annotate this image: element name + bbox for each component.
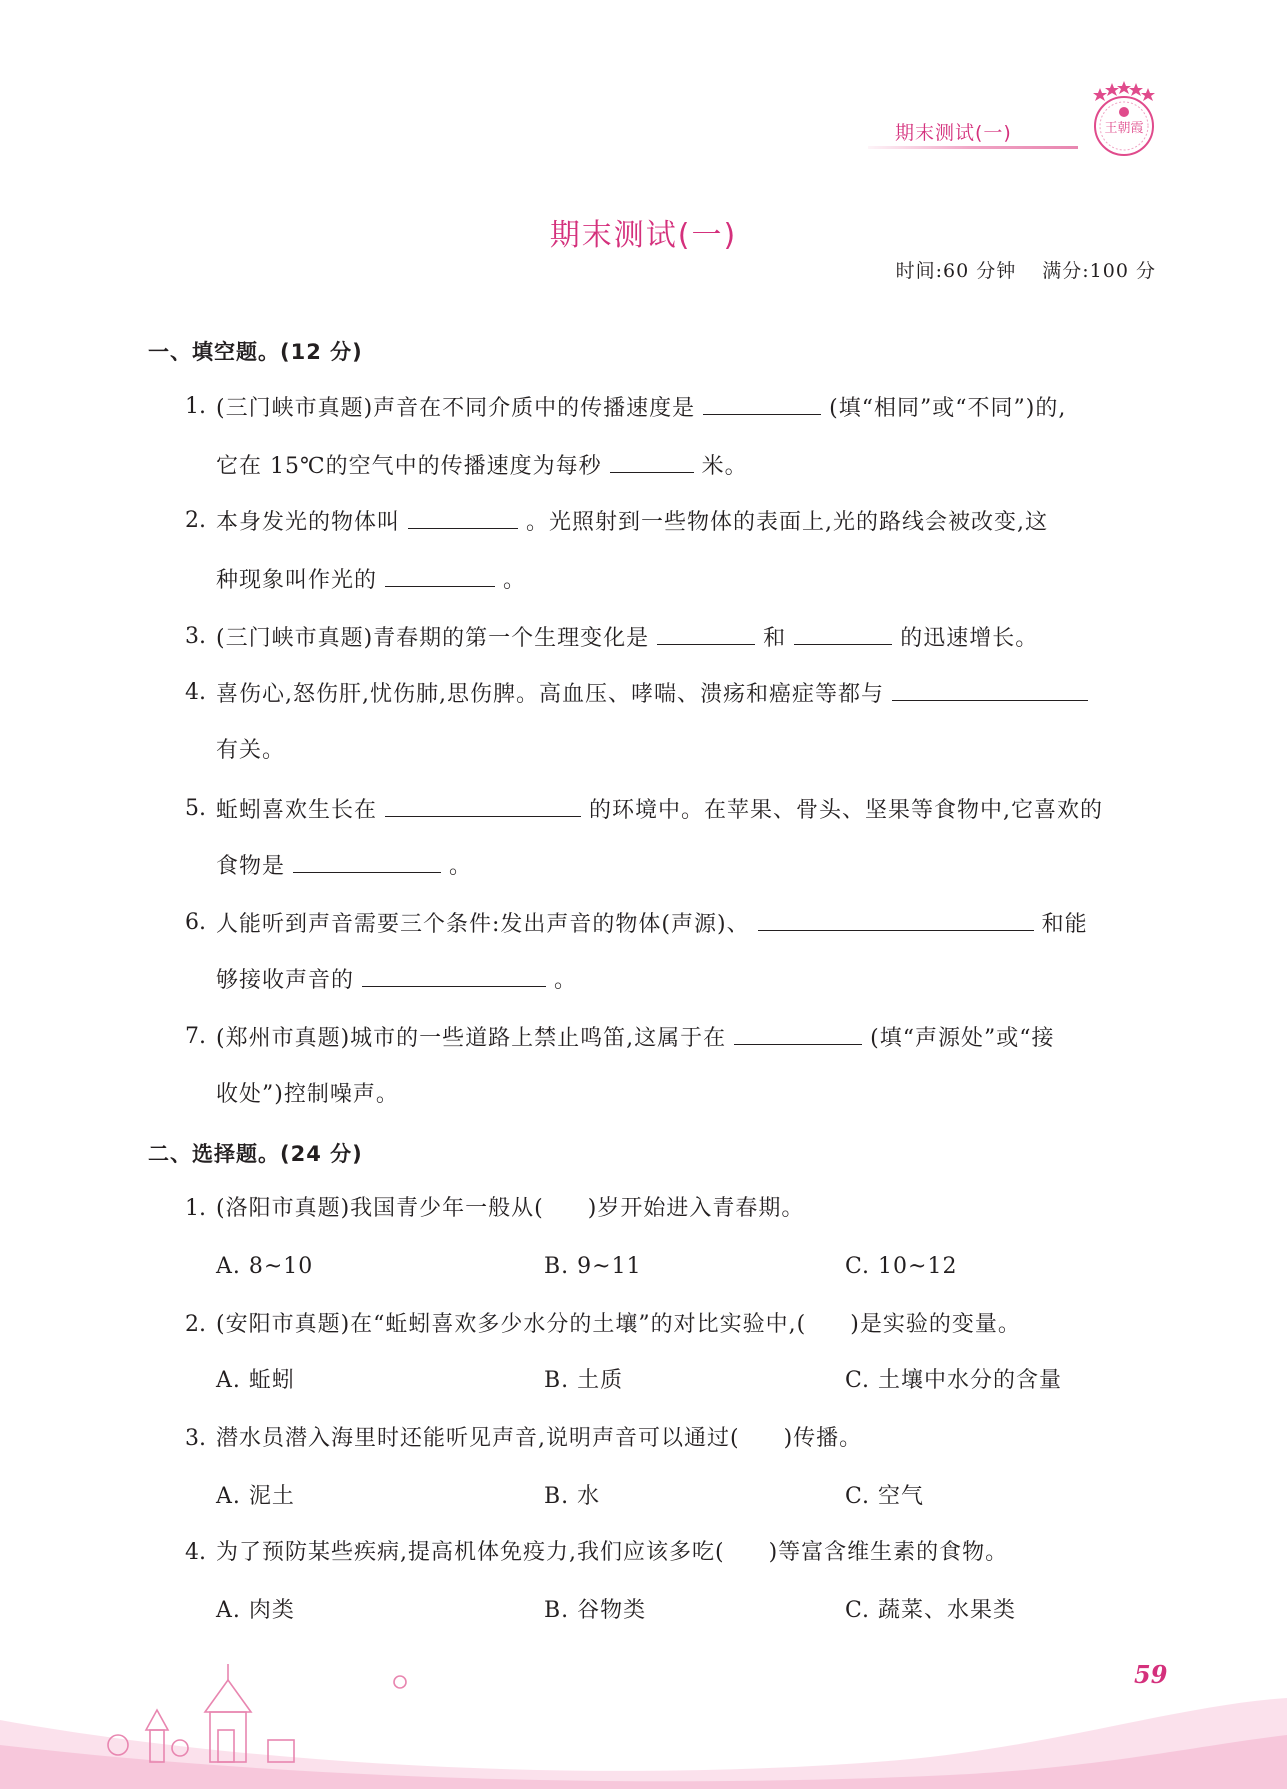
page-number: 59 bbox=[1134, 1660, 1168, 1689]
option-b[interactable]: B. 土质 bbox=[544, 1368, 624, 1393]
answer-blank[interactable] bbox=[610, 450, 694, 473]
question-text: 为了预防某些疾病,提高机体免疫力,我们应该多吃( bbox=[216, 1540, 725, 1565]
option-a[interactable]: A. 蚯蚓 bbox=[216, 1368, 295, 1393]
option-a[interactable]: A. 8~10 bbox=[216, 1254, 314, 1279]
answer-blank[interactable] bbox=[293, 850, 441, 873]
answer-blank[interactable] bbox=[657, 622, 755, 645]
question-line bbox=[216, 1194, 804, 1224]
question-text: 本身发光的物体叫 bbox=[216, 510, 401, 535]
question-text: (郑州市真题)城市的一些道路上禁止鸣笛,这属于在 bbox=[216, 1026, 727, 1051]
question-line bbox=[216, 1538, 1008, 1568]
option-b[interactable]: B. 9~11 bbox=[544, 1254, 642, 1279]
seal-text: 王朝霞 bbox=[1104, 121, 1144, 136]
question-line bbox=[216, 1424, 862, 1454]
question-number: 7. bbox=[185, 1024, 206, 1049]
option-c[interactable]: C. 土壤中水分的含量 bbox=[845, 1368, 1063, 1393]
question-number: 1. bbox=[185, 394, 206, 419]
question-text: 。 bbox=[449, 854, 473, 879]
footer-wave-decoration bbox=[0, 1650, 1287, 1789]
question-line bbox=[216, 1080, 399, 1110]
question-text: (安阳市真题)在“蚯蚓喜欢多少水分的土壤”的对比实验中,( bbox=[216, 1312, 807, 1337]
answer-blank[interactable] bbox=[385, 794, 581, 817]
header-divider bbox=[868, 146, 1078, 149]
question-line bbox=[216, 392, 1066, 424]
brand-seal-icon bbox=[1078, 78, 1168, 158]
question-line bbox=[216, 964, 577, 996]
question-text: 够接收声音的 bbox=[216, 968, 355, 993]
question-text: (填“声源处”或“接 bbox=[870, 1026, 1055, 1051]
exam-meta bbox=[896, 256, 1156, 283]
answer-blank[interactable] bbox=[794, 622, 892, 645]
question-text: )是实验的变量。 bbox=[850, 1312, 1021, 1337]
question-number: 3. bbox=[185, 624, 206, 649]
question-text: 米。 bbox=[701, 454, 748, 479]
question-number: 2. bbox=[185, 508, 206, 533]
question-text: 食物是 bbox=[216, 854, 286, 879]
option-b[interactable]: B. 谷物类 bbox=[544, 1598, 647, 1623]
question-text: )等富含维生素的食物。 bbox=[768, 1540, 1009, 1565]
section-heading-fill-in: 一、填空题。(12 分) bbox=[148, 340, 363, 364]
option-c[interactable]: C. 空气 bbox=[845, 1484, 925, 1509]
question-text: 。光照射到一些物体的表面上,光的路线会被改变,这 bbox=[526, 510, 1049, 535]
question-line bbox=[216, 908, 1088, 940]
question-text: 。 bbox=[503, 568, 527, 593]
question-line bbox=[216, 794, 1103, 826]
answer-blank[interactable] bbox=[385, 564, 495, 587]
option-a[interactable]: A. 泥土 bbox=[216, 1484, 295, 1509]
question-line bbox=[216, 622, 1038, 654]
question-number: 4. bbox=[185, 1540, 206, 1565]
question-line bbox=[216, 564, 526, 596]
question-text: 它在 15℃的空气中的传播速度为每秒 bbox=[216, 454, 602, 479]
question-text: 人能听到声音需要三个条件:发出声音的物体(声源)、 bbox=[216, 912, 750, 937]
question-number: 6. bbox=[185, 910, 206, 935]
question-line bbox=[216, 736, 285, 766]
question-text: 的迅速增长。 bbox=[900, 626, 1039, 651]
question-line bbox=[216, 1310, 1021, 1340]
answer-blank[interactable] bbox=[734, 1022, 862, 1045]
answer-blank[interactable] bbox=[408, 506, 518, 529]
question-text: (三门峡市真题)青春期的第一个生理变化是 bbox=[216, 626, 650, 651]
answer-blank[interactable] bbox=[362, 964, 546, 987]
question-number: 2. bbox=[185, 1312, 206, 1337]
page-title: 期末测试(一) bbox=[549, 218, 738, 253]
question-line bbox=[216, 678, 1096, 710]
question-text: 喜伤心,怒伤肝,忧伤肺,思伤脾。高血压、哮喘、溃疡和癌症等都与 bbox=[216, 682, 884, 707]
question-text: (三门峡市真题)声音在不同介质中的传播速度是 bbox=[216, 396, 696, 421]
question-line bbox=[216, 506, 1048, 538]
question-text: 。 bbox=[554, 968, 578, 993]
question-line bbox=[216, 450, 748, 482]
question-number: 5. bbox=[185, 796, 206, 821]
question-number: 3. bbox=[185, 1426, 206, 1451]
option-a[interactable]: A. 肉类 bbox=[216, 1598, 295, 1623]
exam-time: 时间:60 分钟 bbox=[895, 260, 1017, 282]
question-text: 和能 bbox=[1041, 912, 1088, 937]
section-heading-multiple-choice: 二、选择题。(24 分) bbox=[148, 1142, 363, 1166]
question-text: 潜水员潜入海里时还能听见声音,说明声音可以通过( bbox=[216, 1426, 740, 1451]
answer-blank[interactable] bbox=[892, 678, 1088, 701]
question-text: 有关。 bbox=[216, 738, 286, 763]
option-b[interactable]: B. 水 bbox=[544, 1484, 601, 1509]
question-text: 和 bbox=[763, 626, 787, 651]
question-text: (填“相同”或“不同”)的, bbox=[829, 396, 1067, 421]
question-text: (洛阳市真题)我国青少年一般从( bbox=[216, 1196, 544, 1221]
question-text: 收处”)控制噪声。 bbox=[216, 1082, 399, 1107]
answer-blank[interactable] bbox=[758, 908, 1034, 931]
question-text: 种现象叫作光的 bbox=[216, 568, 378, 593]
question-text: 的环境中。在苹果、骨头、坚果等食物中,它喜欢的 bbox=[589, 798, 1104, 823]
question-text: 蚯蚓喜欢生长在 bbox=[216, 798, 378, 823]
option-c[interactable]: C. 蔬菜、水果类 bbox=[845, 1598, 1017, 1623]
question-number: 1. bbox=[185, 1196, 206, 1221]
exam-score: 满分:100 分 bbox=[1042, 260, 1156, 282]
running-header: 期末测试(一) bbox=[895, 122, 1012, 144]
question-number: 4. bbox=[185, 680, 206, 705]
option-c[interactable]: C. 10~12 bbox=[845, 1254, 958, 1279]
question-text: )岁开始进入青春期。 bbox=[587, 1196, 805, 1221]
answer-blank[interactable] bbox=[703, 392, 821, 415]
question-line bbox=[216, 1022, 1055, 1054]
question-text: )传播。 bbox=[783, 1426, 863, 1451]
question-line bbox=[216, 850, 472, 882]
